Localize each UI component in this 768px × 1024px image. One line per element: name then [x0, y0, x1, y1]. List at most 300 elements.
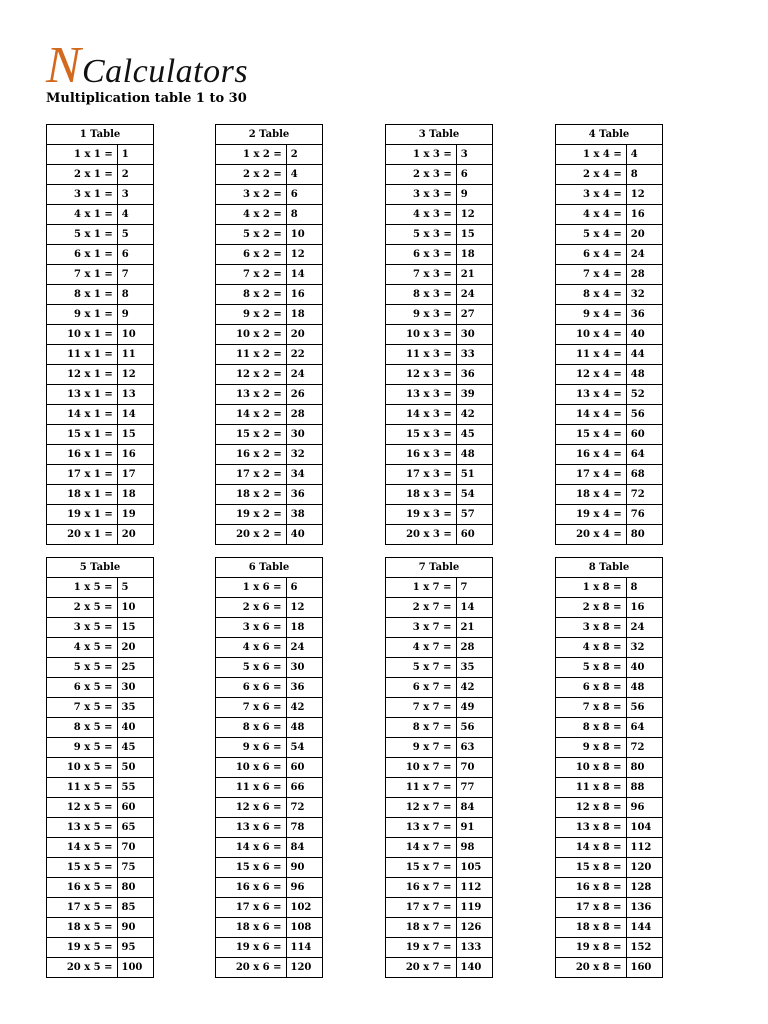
- table-row: [47, 185, 154, 205]
- table-row: [386, 918, 493, 938]
- multiplication-expression: 3 x 1 =: [47, 185, 118, 205]
- multiplication-expression: 6 x 5 =: [47, 678, 118, 698]
- table-row: [47, 598, 154, 618]
- table-row: [556, 838, 663, 858]
- multiplication-expression: 2 x 5 =: [47, 598, 118, 618]
- product-value: 30: [117, 678, 154, 698]
- multiplication-expression: 12 x 5 =: [47, 798, 118, 818]
- table-row: [556, 385, 663, 405]
- multiplication-expression: 5 x 1 =: [47, 225, 118, 245]
- product-value: 44: [626, 345, 662, 365]
- multiplication-expression: 15 x 1 =: [47, 425, 118, 445]
- product-value: 55: [117, 778, 154, 798]
- multiplication-expression: 16 x 8 =: [556, 878, 627, 898]
- product-value: 84: [456, 798, 493, 818]
- table-row: [386, 525, 493, 545]
- multiplication-expression: 10 x 3 =: [386, 325, 457, 345]
- multiplication-expression: 9 x 5 =: [47, 738, 118, 758]
- table-row: [216, 838, 323, 858]
- table-row: [47, 918, 154, 938]
- multiplication-expression: 16 x 3 =: [386, 445, 457, 465]
- table-title: 6 Table: [216, 558, 323, 578]
- multiplication-expression: 6 x 1 =: [47, 245, 118, 265]
- product-value: 49: [456, 698, 493, 718]
- table-row: [216, 345, 323, 365]
- multiplication-expression: 13 x 6 =: [216, 818, 287, 838]
- multiplication-expression: 2 x 7 =: [386, 598, 457, 618]
- product-value: 12: [286, 598, 323, 618]
- product-value: 39: [456, 385, 492, 405]
- table-row: [216, 245, 323, 265]
- product-value: 51: [456, 465, 492, 485]
- product-value: 91: [456, 818, 493, 838]
- multiplication-expression: 6 x 7 =: [386, 678, 457, 698]
- product-value: 96: [286, 878, 323, 898]
- multiplication-expression: 18 x 2 =: [216, 485, 287, 505]
- product-value: 60: [286, 758, 323, 778]
- multiplication-table: [385, 557, 493, 978]
- product-value: 18: [286, 618, 323, 638]
- multiplication-expression: 5 x 6 =: [216, 658, 287, 678]
- table-row: [386, 698, 493, 718]
- product-value: 108: [286, 918, 323, 938]
- multiplication-expression: 15 x 2 =: [216, 425, 287, 445]
- table-row: [386, 658, 493, 678]
- multiplication-expression: 12 x 3 =: [386, 365, 457, 385]
- table-row: [386, 818, 493, 838]
- product-value: 12: [456, 205, 492, 225]
- product-value: 8: [286, 205, 322, 225]
- table-row: [216, 225, 323, 245]
- multiplication-expression: 15 x 7 =: [386, 858, 457, 878]
- product-value: 128: [626, 878, 663, 898]
- multiplication-table: [46, 124, 154, 545]
- multiplication-expression: 19 x 3 =: [386, 505, 457, 525]
- table-row: [47, 638, 154, 658]
- table-row: [47, 718, 154, 738]
- multiplication-expression: 6 x 8 =: [556, 678, 627, 698]
- multiplication-expression: 7 x 3 =: [386, 265, 457, 285]
- product-value: 4: [626, 145, 662, 165]
- table-row: [556, 918, 663, 938]
- table-row: [216, 678, 323, 698]
- table-row: [216, 505, 323, 525]
- product-value: 54: [456, 485, 492, 505]
- table-row: [556, 578, 663, 598]
- table-row: [386, 718, 493, 738]
- product-value: 80: [626, 525, 662, 545]
- table-row: [47, 225, 154, 245]
- multiplication-expression: 16 x 7 =: [386, 878, 457, 898]
- table-row: [386, 638, 493, 658]
- product-value: 30: [456, 325, 492, 345]
- product-value: 18: [286, 305, 322, 325]
- table-row: [47, 858, 154, 878]
- table-row: [216, 485, 323, 505]
- multiplication-expression: 11 x 7 =: [386, 778, 457, 798]
- table-row: [47, 958, 154, 978]
- table-title: 2 Table: [216, 125, 323, 145]
- table-row: [556, 525, 663, 545]
- multiplication-expression: 2 x 4 =: [556, 165, 627, 185]
- product-value: 48: [626, 365, 662, 385]
- multiplication-expression: 17 x 6 =: [216, 898, 287, 918]
- product-value: 30: [286, 425, 322, 445]
- table-title: 5 Table: [47, 558, 154, 578]
- product-value: 70: [456, 758, 493, 778]
- product-value: 17: [117, 465, 153, 485]
- table-row: [556, 165, 663, 185]
- product-value: 28: [286, 405, 322, 425]
- multiplication-expression: 20 x 5 =: [47, 958, 118, 978]
- table-row: [386, 345, 493, 365]
- multiplication-expression: 8 x 4 =: [556, 285, 627, 305]
- multiplication-expression: 4 x 4 =: [556, 205, 627, 225]
- table-row: [556, 345, 663, 365]
- product-value: 7: [117, 265, 153, 285]
- table-row: [386, 578, 493, 598]
- product-value: 34: [286, 465, 322, 485]
- multiplication-expression: 6 x 2 =: [216, 245, 287, 265]
- multiplication-expression: 20 x 6 =: [216, 958, 287, 978]
- multiplication-expression: 4 x 5 =: [47, 638, 118, 658]
- product-value: 12: [286, 245, 322, 265]
- multiplication-expression: 17 x 8 =: [556, 898, 627, 918]
- product-value: 16: [626, 598, 663, 618]
- product-value: 33: [456, 345, 492, 365]
- multiplication-table: [555, 124, 663, 545]
- product-value: 75: [117, 858, 154, 878]
- multiplication-expression: 8 x 8 =: [556, 718, 627, 738]
- table-row: [216, 958, 323, 978]
- multiplication-expression: 8 x 6 =: [216, 718, 287, 738]
- multiplication-expression: 1 x 6 =: [216, 578, 287, 598]
- multiplication-expression: 16 x 5 =: [47, 878, 118, 898]
- product-value: 36: [286, 485, 322, 505]
- multiplication-expression: 18 x 6 =: [216, 918, 287, 938]
- table-row: [556, 818, 663, 838]
- product-value: 14: [456, 598, 493, 618]
- multiplication-expression: 13 x 3 =: [386, 385, 457, 405]
- table-row: [47, 618, 154, 638]
- multiplication-expression: 11 x 8 =: [556, 778, 627, 798]
- multiplication-expression: 5 x 4 =: [556, 225, 627, 245]
- multiplication-expression: 1 x 3 =: [386, 145, 457, 165]
- table-row: [47, 778, 154, 798]
- table-row: [386, 245, 493, 265]
- table-row: [216, 898, 323, 918]
- table-row: [386, 425, 493, 445]
- table-row: [216, 858, 323, 878]
- table-row: [47, 738, 154, 758]
- table-row: [47, 305, 154, 325]
- table-row: [47, 818, 154, 838]
- table-row: [47, 145, 154, 165]
- table-row: [556, 505, 663, 525]
- product-value: 6: [286, 185, 322, 205]
- product-value: 13: [117, 385, 153, 405]
- table-row: [216, 578, 323, 598]
- multiplication-expression: 7 x 8 =: [556, 698, 627, 718]
- table-row: [386, 858, 493, 878]
- table-row: [47, 425, 154, 445]
- multiplication-expression: 17 x 4 =: [556, 465, 627, 485]
- table-row: [216, 365, 323, 385]
- multiplication-expression: 12 x 7 =: [386, 798, 457, 818]
- product-value: 84: [286, 838, 323, 858]
- product-value: 24: [286, 365, 322, 385]
- multiplication-expression: 3 x 6 =: [216, 618, 287, 638]
- product-value: 15: [117, 618, 154, 638]
- table-row: [386, 778, 493, 798]
- multiplication-expression: 4 x 1 =: [47, 205, 118, 225]
- table-row: [386, 285, 493, 305]
- table-row: [47, 505, 154, 525]
- product-value: 16: [626, 205, 662, 225]
- product-value: 70: [117, 838, 154, 858]
- table-row: [47, 385, 154, 405]
- table-row: [556, 878, 663, 898]
- product-value: 126: [456, 918, 493, 938]
- logo-wordmark: Calculators: [82, 53, 249, 90]
- multiplication-expression: 3 x 7 =: [386, 618, 457, 638]
- product-value: 68: [626, 465, 662, 485]
- multiplication-expression: 14 x 3 =: [386, 405, 457, 425]
- table-row: [216, 918, 323, 938]
- table-row: [556, 638, 663, 658]
- multiplication-expression: 3 x 4 =: [556, 185, 627, 205]
- multiplication-expression: 4 x 7 =: [386, 638, 457, 658]
- table-row: [556, 205, 663, 225]
- multiplication-expression: 3 x 5 =: [47, 618, 118, 638]
- product-value: 56: [626, 698, 663, 718]
- multiplication-expression: 5 x 2 =: [216, 225, 287, 245]
- multiplication-expression: 3 x 8 =: [556, 618, 627, 638]
- product-value: 10: [117, 325, 153, 345]
- table-row: [216, 618, 323, 638]
- multiplication-expression: 7 x 5 =: [47, 698, 118, 718]
- multiplication-expression: 13 x 8 =: [556, 818, 627, 838]
- table-row: [216, 878, 323, 898]
- multiplication-expression: 3 x 2 =: [216, 185, 287, 205]
- product-value: 76: [626, 505, 662, 525]
- table-row: [216, 185, 323, 205]
- product-value: 90: [117, 918, 154, 938]
- multiplication-expression: 10 x 8 =: [556, 758, 627, 778]
- multiplication-expression: 20 x 3 =: [386, 525, 457, 545]
- table-row: [556, 145, 663, 165]
- table-row: [556, 245, 663, 265]
- logo-initial: N: [46, 37, 81, 94]
- multiplication-expression: 14 x 2 =: [216, 405, 287, 425]
- table-row: [556, 618, 663, 638]
- multiplication-expression: 7 x 6 =: [216, 698, 287, 718]
- multiplication-expression: 11 x 5 =: [47, 778, 118, 798]
- multiplication-expression: 17 x 1 =: [47, 465, 118, 485]
- table-row: [47, 445, 154, 465]
- multiplication-expression: 11 x 4 =: [556, 345, 627, 365]
- multiplication-expression: 19 x 8 =: [556, 938, 627, 958]
- multiplication-expression: 16 x 1 =: [47, 445, 118, 465]
- multiplication-table: [46, 557, 154, 978]
- table-row: [386, 265, 493, 285]
- multiplication-expression: 7 x 1 =: [47, 265, 118, 285]
- product-value: 32: [626, 285, 662, 305]
- multiplication-expression: 18 x 5 =: [47, 918, 118, 938]
- multiplication-expression: 12 x 6 =: [216, 798, 287, 818]
- table-row: [556, 698, 663, 718]
- product-value: 18: [117, 485, 153, 505]
- product-value: 40: [117, 718, 154, 738]
- table-row: [386, 365, 493, 385]
- multiplication-expression: 1 x 4 =: [556, 145, 627, 165]
- multiplication-expression: 17 x 5 =: [47, 898, 118, 918]
- product-value: 140: [456, 958, 493, 978]
- product-value: 14: [117, 405, 153, 425]
- multiplication-expression: 13 x 1 =: [47, 385, 118, 405]
- product-value: 95: [117, 938, 154, 958]
- product-value: 2: [117, 165, 153, 185]
- multiplication-expression: 2 x 2 =: [216, 165, 287, 185]
- product-value: 40: [626, 325, 662, 345]
- product-value: 102: [286, 898, 323, 918]
- product-value: 120: [626, 858, 663, 878]
- table-row: [216, 525, 323, 545]
- multiplication-expression: 9 x 7 =: [386, 738, 457, 758]
- multiplication-expression: 20 x 2 =: [216, 525, 287, 545]
- multiplication-expression: 16 x 6 =: [216, 878, 287, 898]
- product-value: 15: [117, 425, 153, 445]
- table-row: [47, 165, 154, 185]
- product-value: 24: [286, 638, 323, 658]
- table-row: [556, 778, 663, 798]
- table-row: [556, 958, 663, 978]
- product-value: 48: [456, 445, 492, 465]
- table-row: [216, 165, 323, 185]
- multiplication-expression: 3 x 3 =: [386, 185, 457, 205]
- table-row: [556, 738, 663, 758]
- product-value: 9: [456, 185, 492, 205]
- table-row: [386, 678, 493, 698]
- table-row: [216, 758, 323, 778]
- multiplication-expression: 11 x 6 =: [216, 778, 287, 798]
- table-row: [556, 225, 663, 245]
- multiplication-expression: 4 x 2 =: [216, 205, 287, 225]
- multiplication-expression: 18 x 7 =: [386, 918, 457, 938]
- multiplication-expression: 2 x 8 =: [556, 598, 627, 618]
- product-value: 60: [117, 798, 154, 818]
- product-value: 63: [456, 738, 493, 758]
- product-value: 48: [626, 678, 663, 698]
- table-row: [47, 678, 154, 698]
- table-row: [216, 698, 323, 718]
- table-row: [386, 445, 493, 465]
- multiplication-expression: 2 x 3 =: [386, 165, 457, 185]
- table-row: [386, 598, 493, 618]
- product-value: 85: [117, 898, 154, 918]
- table-row: [47, 878, 154, 898]
- product-value: 35: [456, 658, 493, 678]
- product-value: 136: [626, 898, 663, 918]
- multiplication-expression: 10 x 2 =: [216, 325, 287, 345]
- product-value: 24: [456, 285, 492, 305]
- table-row: [216, 325, 323, 345]
- product-value: 7: [456, 578, 493, 598]
- table-row: [556, 405, 663, 425]
- product-value: 21: [456, 618, 493, 638]
- product-value: 45: [456, 425, 492, 445]
- table-row: [216, 818, 323, 838]
- multiplication-expression: 14 x 1 =: [47, 405, 118, 425]
- table-row: [386, 485, 493, 505]
- table-row: [216, 205, 323, 225]
- product-value: 36: [626, 305, 662, 325]
- product-value: 16: [286, 285, 322, 305]
- multiplication-table: [215, 124, 323, 545]
- product-value: 20: [117, 525, 153, 545]
- multiplication-expression: 18 x 8 =: [556, 918, 627, 938]
- product-value: 50: [117, 758, 154, 778]
- product-value: 152: [626, 938, 663, 958]
- multiplication-expression: 13 x 2 =: [216, 385, 287, 405]
- multiplication-expression: 15 x 3 =: [386, 425, 457, 445]
- table-row: [556, 938, 663, 958]
- table-row: [386, 325, 493, 345]
- multiplication-expression: 18 x 3 =: [386, 485, 457, 505]
- table-row: [47, 838, 154, 858]
- product-value: 36: [286, 678, 323, 698]
- product-value: 60: [456, 525, 492, 545]
- table-row: [386, 738, 493, 758]
- table-row: [386, 405, 493, 425]
- table-row: [386, 838, 493, 858]
- product-value: 36: [456, 365, 492, 385]
- table-row: [556, 465, 663, 485]
- product-value: 88: [626, 778, 663, 798]
- product-value: 24: [626, 245, 662, 265]
- multiplication-expression: 20 x 7 =: [386, 958, 457, 978]
- table-row: [216, 938, 323, 958]
- multiplication-expression: 7 x 4 =: [556, 265, 627, 285]
- product-value: 20: [626, 225, 662, 245]
- table-row: [47, 798, 154, 818]
- table-row: [47, 658, 154, 678]
- product-value: 11: [117, 345, 153, 365]
- product-value: 80: [117, 878, 154, 898]
- multiplication-expression: 8 x 3 =: [386, 285, 457, 305]
- product-value: 32: [286, 445, 322, 465]
- product-value: 112: [626, 838, 663, 858]
- product-value: 72: [626, 738, 663, 758]
- table-row: [47, 525, 154, 545]
- table-row: [47, 405, 154, 425]
- product-value: 3: [456, 145, 492, 165]
- product-value: 9: [117, 305, 153, 325]
- product-value: 144: [626, 918, 663, 938]
- table-row: [386, 758, 493, 778]
- product-value: 6: [117, 245, 153, 265]
- table-row: [386, 225, 493, 245]
- product-value: 26: [286, 385, 322, 405]
- multiplication-expression: 20 x 4 =: [556, 525, 627, 545]
- table-row: [47, 325, 154, 345]
- table-row: [386, 878, 493, 898]
- product-value: 8: [117, 285, 153, 305]
- multiplication-expression: 19 x 1 =: [47, 505, 118, 525]
- table-row: [47, 245, 154, 265]
- product-value: 120: [286, 958, 323, 978]
- product-value: 22: [286, 345, 322, 365]
